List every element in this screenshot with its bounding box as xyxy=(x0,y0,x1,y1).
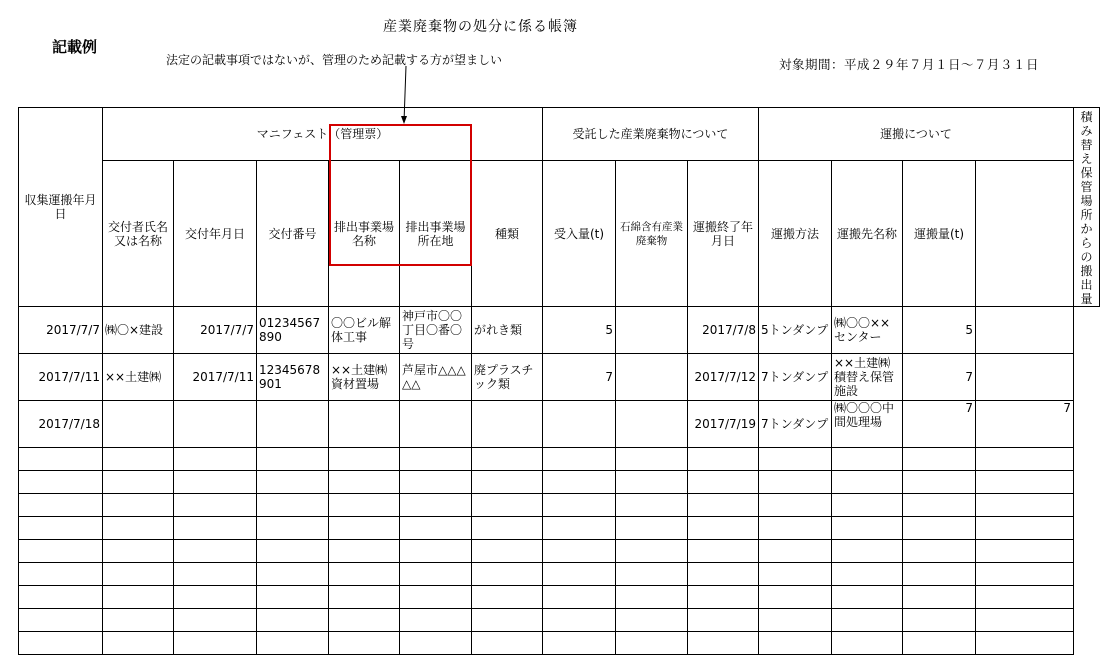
table-row xyxy=(19,307,1100,354)
header-issue-number: 交付番号 xyxy=(257,161,329,307)
cell-discharger-name: ××土建㈱資材置場 xyxy=(329,354,400,401)
cell-transport-amount: 7 xyxy=(903,354,976,401)
cell-collection-date: 2017/7/18 xyxy=(19,401,103,448)
cell-transport-end-date: 2017/7/12 xyxy=(688,354,759,401)
cell-intake-amount: 5 xyxy=(543,307,616,354)
annotation-note: 法定の記載事項ではないが、管理のため記載する方が望ましい xyxy=(166,53,503,67)
empty-row xyxy=(19,494,1100,517)
cell-issue-date: 2017/7/7 xyxy=(174,307,257,354)
cell-issuer-name: ××土建㈱ xyxy=(103,354,174,401)
cell-transfer-storage-out xyxy=(976,354,1074,401)
cell-destination-name: ㈱〇〇〇中間処理場 xyxy=(832,401,903,448)
cell-issue-date xyxy=(174,401,257,448)
header-discharger-location: 排出事業場所在地 xyxy=(400,161,472,307)
header-waste-type: 種類 xyxy=(472,161,543,307)
cell-transport-amount: 5 xyxy=(903,307,976,354)
header-collection-date: 収集運搬年月日 xyxy=(19,108,103,307)
group-header-row xyxy=(19,108,1100,161)
empty-row xyxy=(19,540,1100,563)
example-label: 記載例 xyxy=(52,38,98,56)
header-transport-end-date: 運搬終了年月日 xyxy=(688,161,759,307)
cell-destination-name: ㈱〇〇××センター xyxy=(832,307,903,354)
empty-row xyxy=(19,586,1100,609)
cell-transport-method: 7トンダンプ xyxy=(759,401,832,448)
header-intake-amount: 受入量(t) xyxy=(543,161,616,307)
cell-transport-method: 7トンダンプ xyxy=(759,354,832,401)
cell-intake-amount xyxy=(543,401,616,448)
cell-waste-type xyxy=(472,401,543,448)
table-row xyxy=(19,401,1100,448)
cell-waste-type: 廃プラスチック類 xyxy=(472,354,543,401)
cell-issue-number: 12345678901 xyxy=(257,354,329,401)
cell-transport-end-date: 2017/7/8 xyxy=(688,307,759,354)
cell-asbestos xyxy=(616,354,688,401)
cell-issue-date: 2017/7/11 xyxy=(174,354,257,401)
cell-discharger-location: 芦屋市△△△△△ xyxy=(400,354,472,401)
header-transfer-storage-out: 積み替え保管場所からの搬出量 xyxy=(1074,108,1100,307)
cell-discharger-name xyxy=(329,401,400,448)
group-header-transport: 運搬について xyxy=(759,108,1074,161)
cell-discharger-location: 神戸市〇〇丁目〇番〇号 xyxy=(400,307,472,354)
cell-issuer-name: ㈱〇×建設 xyxy=(103,307,174,354)
cell-discharger-location xyxy=(400,401,472,448)
cell-issue-number: 01234567890 xyxy=(257,307,329,354)
cell-transport-method: 5トンダンプ xyxy=(759,307,832,354)
cell-asbestos xyxy=(616,401,688,448)
waste-ledger-table xyxy=(18,107,1100,655)
cell-intake-amount: 7 xyxy=(543,354,616,401)
cell-transfer-storage-out xyxy=(976,307,1074,354)
empty-row xyxy=(19,448,1100,471)
header-issuer-name: 交付者氏名又は名称 xyxy=(103,161,174,307)
cell-collection-date: 2017/7/11 xyxy=(19,354,103,401)
empty-row xyxy=(19,563,1100,586)
column-header-row xyxy=(19,161,1100,307)
cell-asbestos xyxy=(616,307,688,354)
group-header-manifest: マニフェスト（管理票） xyxy=(103,108,543,161)
cell-issuer-name xyxy=(103,401,174,448)
header-discharger-name: 排出事業場名称 xyxy=(329,161,400,307)
cell-transport-end-date: 2017/7/19 xyxy=(688,401,759,448)
cell-issue-number xyxy=(257,401,329,448)
empty-row xyxy=(19,471,1100,494)
header-destination-name: 運搬先名称 xyxy=(832,161,903,307)
cell-collection-date: 2017/7/7 xyxy=(19,307,103,354)
target-period: 対象期間：平成２９年７月１日～７月３１日 xyxy=(779,57,1040,72)
cell-transport-amount: 7 xyxy=(903,401,976,448)
cell-waste-type: がれき類 xyxy=(472,307,543,354)
empty-row xyxy=(19,632,1100,655)
empty-row xyxy=(19,609,1100,632)
empty-row xyxy=(19,517,1100,540)
cell-transfer-storage-out: 7 xyxy=(976,401,1074,448)
header-asbestos: 石綿含有産業廃棄物 xyxy=(616,161,688,307)
group-header-received: 受託した産業廃棄物について xyxy=(543,108,759,161)
cell-discharger-name: 〇〇ビル解体工事 xyxy=(329,307,400,354)
table-row xyxy=(19,354,1100,401)
page-title: 産業廃棄物の処分に係る帳簿 xyxy=(383,19,578,35)
header-issue-date: 交付年月日 xyxy=(174,161,257,307)
cell-destination-name: ××土建㈱積替え保管施設 xyxy=(832,354,903,401)
header-transport-method: 運搬方法 xyxy=(759,161,832,307)
header-transport-amount: 運搬量(t) xyxy=(903,161,976,307)
